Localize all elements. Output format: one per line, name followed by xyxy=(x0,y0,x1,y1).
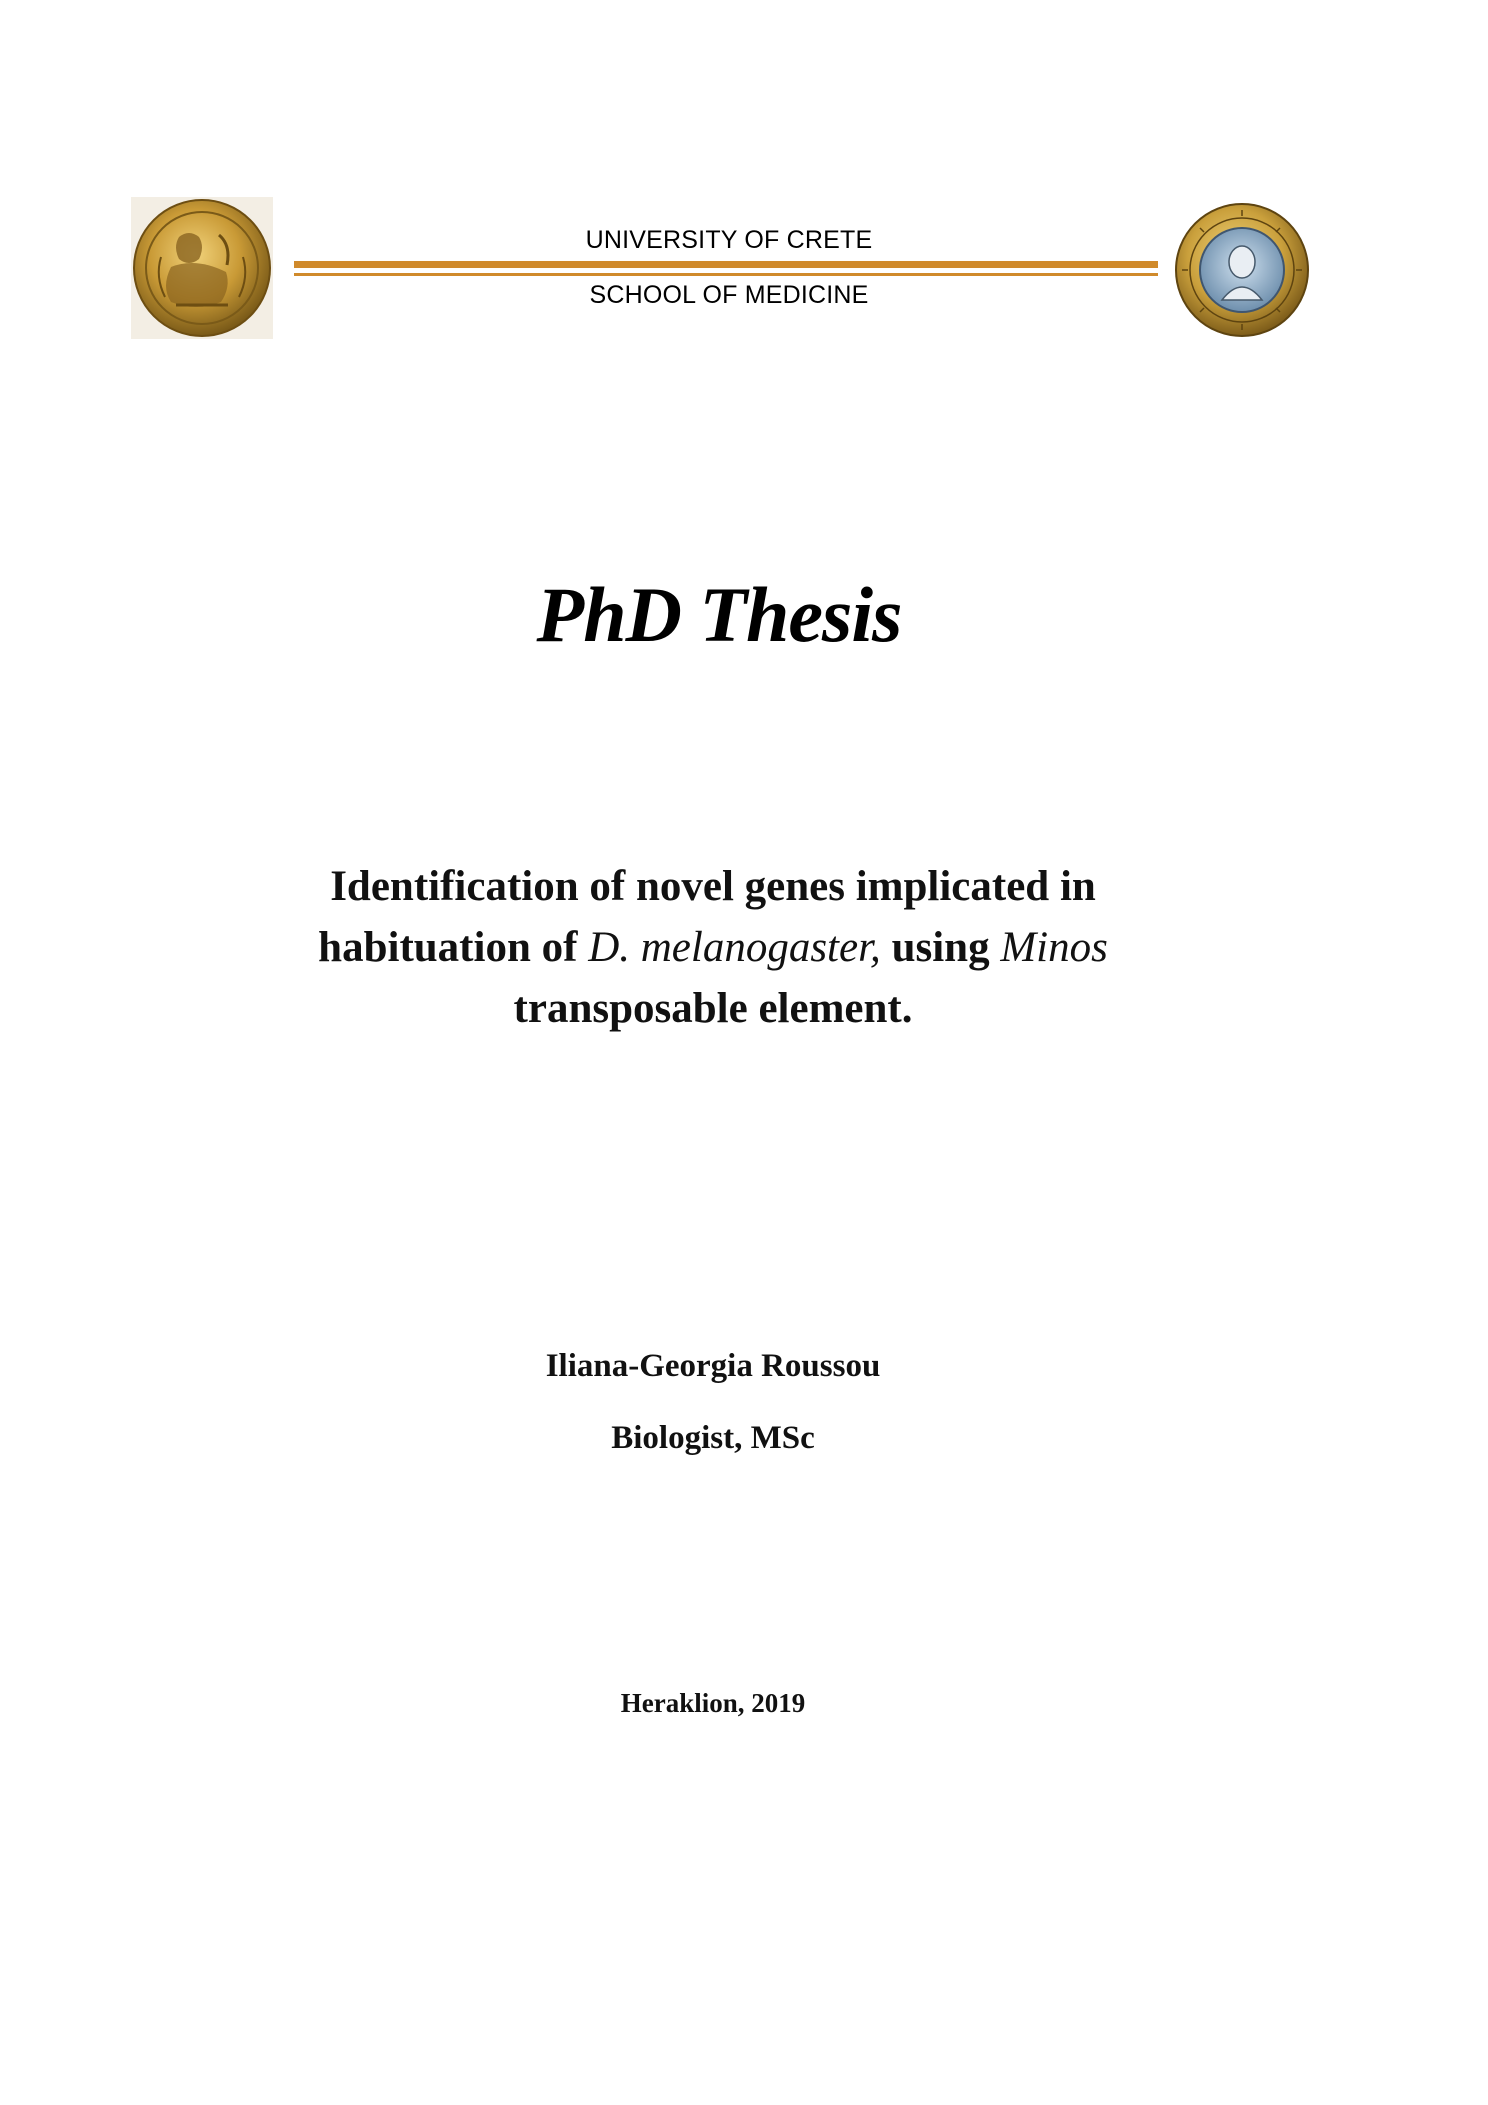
school-name: SCHOOL OF MEDICINE xyxy=(589,281,869,309)
author-name: Iliana-Georgia Roussou xyxy=(545,1348,881,1384)
header-rule-thin xyxy=(294,273,1158,276)
title-line-1: Identification of novel genes implicated in xyxy=(330,863,1096,910)
header-rule-thick xyxy=(294,261,1158,268)
title-line-2 xyxy=(0,917,1426,978)
thesis-title xyxy=(0,856,1426,1039)
title-line-2-a: habituation of xyxy=(318,924,589,971)
university-seal-icon xyxy=(131,197,273,339)
transposon-name: Minos xyxy=(1000,924,1108,971)
author-degree: Biologist, MSc xyxy=(611,1420,815,1456)
title-line-3: transposable element. xyxy=(513,985,913,1032)
school-seal-icon xyxy=(1174,202,1310,338)
university-name: UNIVERSITY OF CRETE xyxy=(585,226,873,254)
place-date: Heraklion, 2019 xyxy=(620,1688,806,1718)
document-type: PhD Thesis xyxy=(536,571,902,658)
title-line-2-b: using xyxy=(880,924,1001,971)
species-name: D. melanogaster, xyxy=(588,924,881,971)
